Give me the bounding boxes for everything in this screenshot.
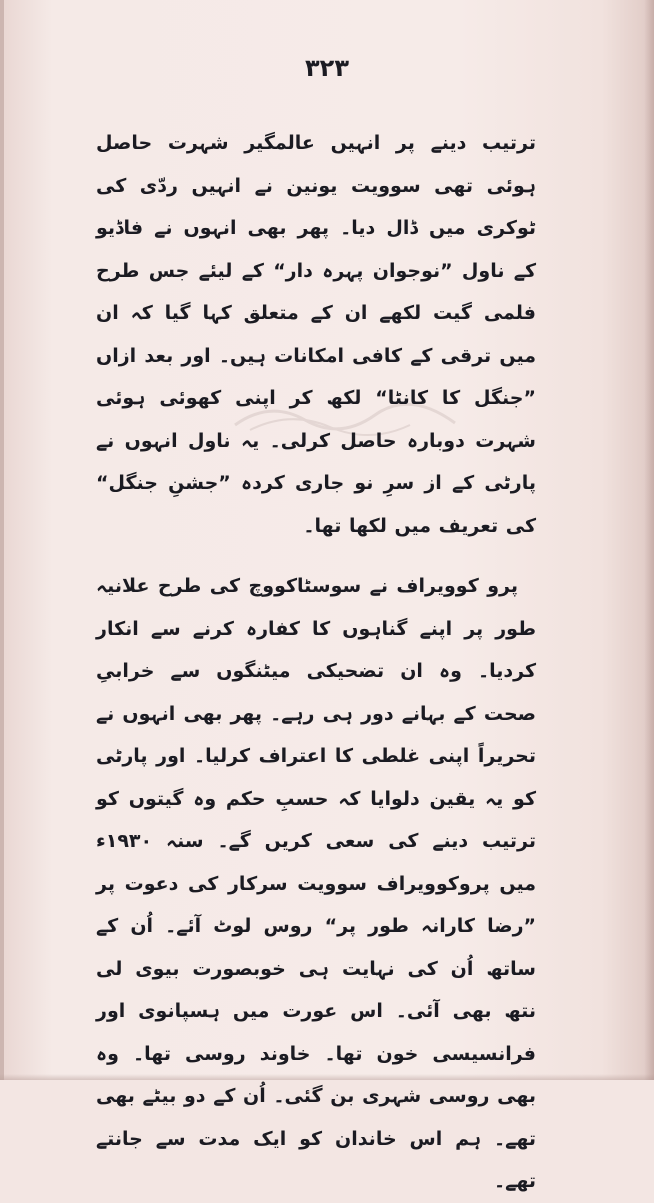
page-bottom-edge — [0, 1074, 654, 1080]
paragraph-2: پرو کوویراف نے سوسٹاکووچ کی طرح علانیہ طور پر اپنے گناہوں کا کفارہ کرنے سے انکار کردیا۔ وہ ان تضحیکی میٹنگوں سے خرابیِ صحت کے بہانے دور ہی رہے۔ پھر بھی انہوں نے تحریراً اپنی غلطی کا اعتراف کرلیا۔ اور پارٹی کو یہ یقین دلوایا کہ حسبِ حکم وہ گیتوں کو ترتیب دینے کی سعی کریں گے۔ سنہ ۱۹۳۰ء میں پروکوویراف سوویت سرکار کی دعوت پر ”رضا کارانہ طور پر“ روس لوٹ آئے۔ اُن کے ساتھ اُن کی نہایت ہی خوبصورت بیوی لی نتھ بھی آئی۔ اس عورت میں ہسپانوی اور فرانسیسی خون تھا۔ خاوند روسی تھا۔ وہ بھی روسی شہری بن گئی۔ اُن کے دو بیٹے بھی تھے۔ ہم اس خاندان کو ایک مدت سے جانتے تھے۔ — [96, 575, 536, 1192]
text-body — [96, 122, 536, 1203]
paragraph-1: ترتیب دینے پر انہیں عالمگیر شہرت حاصل ہوئی تھی سوویت یونین نے انہیں ردّی کی ٹوکری میں ڈال دیا۔ پھر بھی انہوں نے فاڈیو کے ناول ”نوجوان پہرہ دار“ کے لیئے جس طرح فلمی گیت لکھے ان کے متعلق کہا گیا کہ ان میں ترقی کے کافی امکانات ہیں۔ اور بعد ازاں ”جنگل کا کانٹا“ لکھ کر اپنی کھوئی ہوئی شہرت دوبارہ حاصل کرلی۔ یہ ناول انہوں نے پارٹی کے از سرِ نو جاری کردہ ”جشنِ جنگل“ کی تعریف میں لکھا تھا۔ — [96, 132, 536, 537]
page-number: ۳۲۳ — [305, 54, 349, 82]
